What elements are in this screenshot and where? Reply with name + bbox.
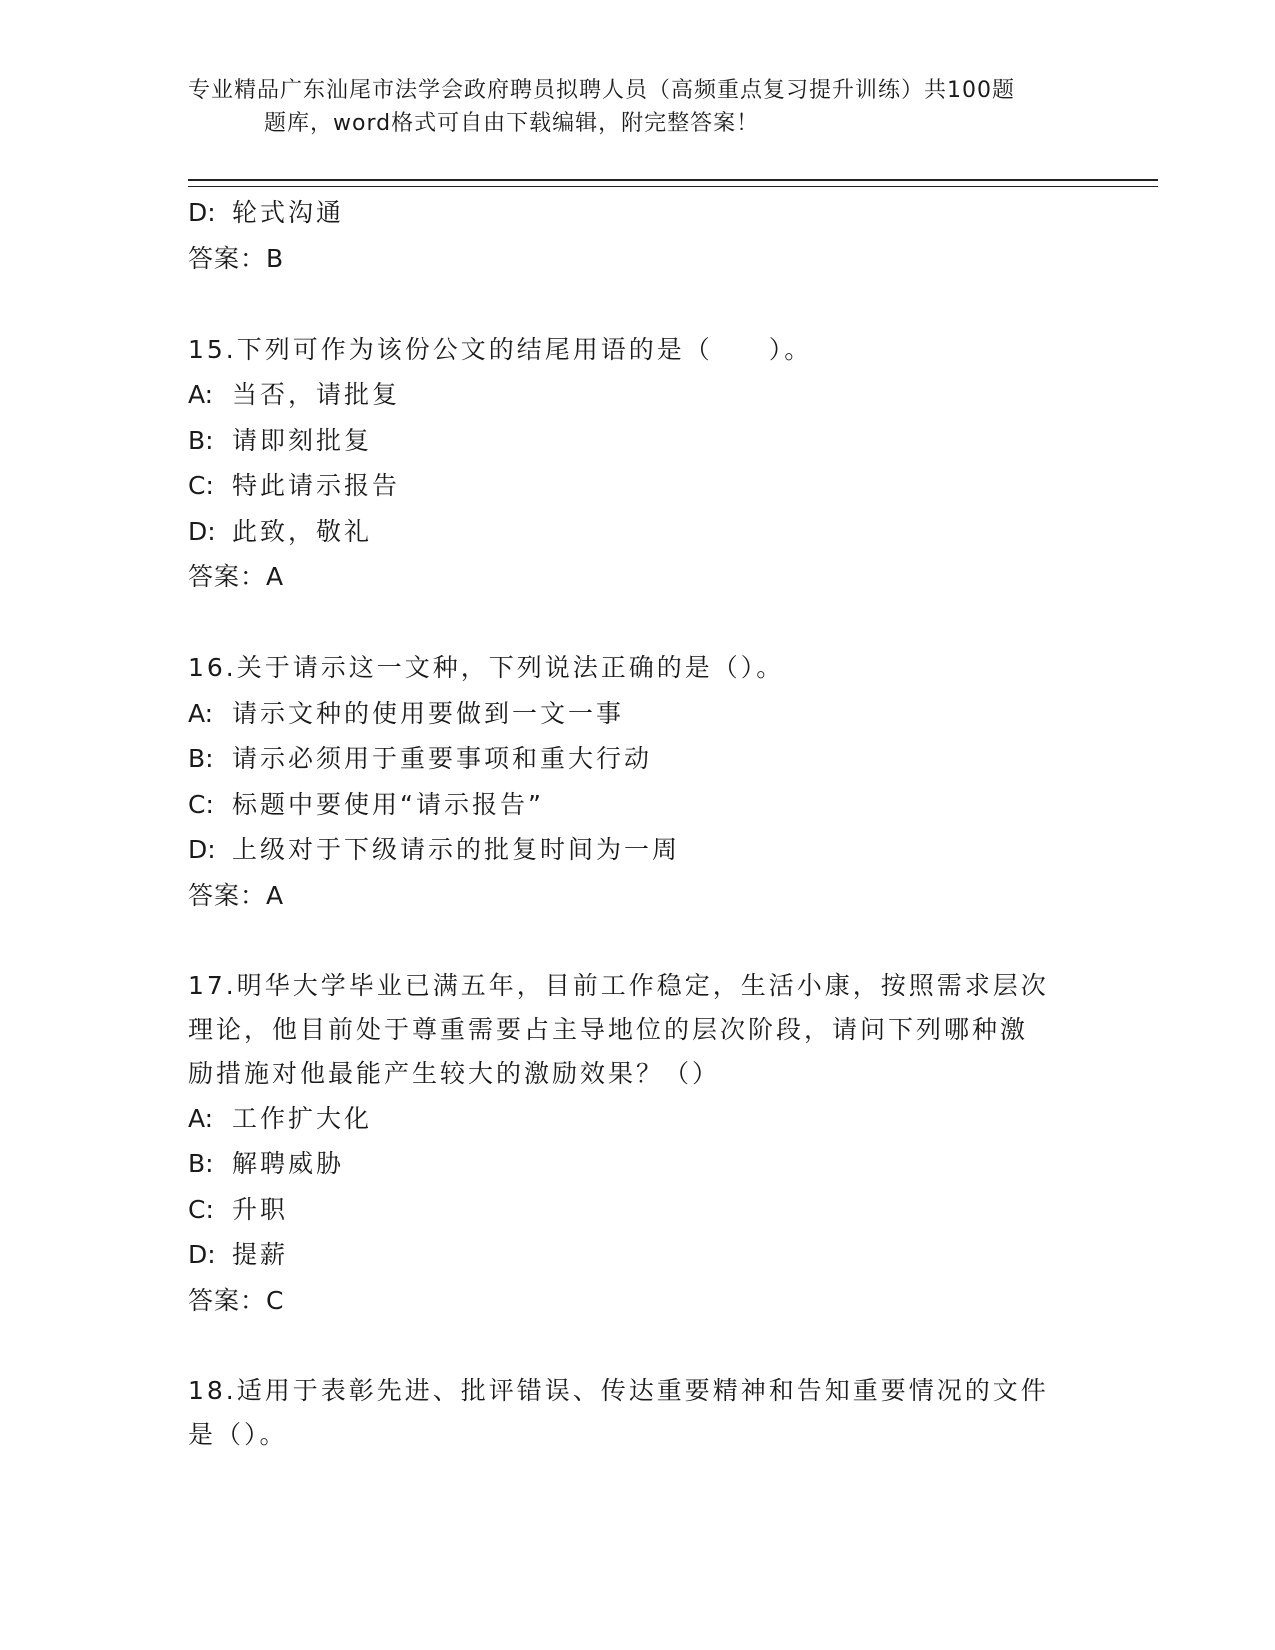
option-key: A: (188, 698, 214, 728)
option-key: B: (188, 1149, 214, 1178)
option-text: 此致，敬礼 (232, 516, 373, 546)
option-text: 轮式沟通 (232, 198, 345, 227)
option-text: 升职 (232, 1194, 289, 1224)
question-list (188, 190, 1088, 1457)
question-text (188, 964, 1088, 1096)
question-text: 16.关于请示这一文种，下列说法正确的是（）。 (188, 653, 785, 682)
header-title-line-1: 专业精品广东汕尾市法学会政府聘员拟聘人员（高频重点复习提升训练）共100题 (188, 78, 1015, 103)
option-text: 标题中要使用“请示报告” (232, 789, 544, 819)
option-text: 请即刻批复 (232, 425, 373, 455)
option-key: C: (188, 789, 214, 819)
answer-line: 答案：A (188, 880, 285, 910)
answer-line: 答案：C (188, 1285, 285, 1315)
option-d (188, 827, 1088, 873)
option-text: 提薪 (232, 1240, 289, 1269)
question-text-line: 理论，他目前处于尊重需要占主导地位的层次阶段，请问下列哪种激 (188, 1014, 1029, 1044)
option-key: B: (188, 425, 214, 455)
option-a (188, 372, 1088, 418)
option-key: C: (188, 471, 214, 500)
question-14-continuation (188, 190, 1088, 281)
option-key: D: (188, 198, 216, 227)
option-key: D: (188, 1240, 216, 1269)
option-text: 当否，请批复 (232, 380, 401, 409)
page-header (188, 74, 1088, 140)
spacer (188, 1323, 1088, 1369)
question-text-line: 18.适用于表彰先进、批评错误、传达重要精神和告知重要情况的文件 (188, 1375, 1049, 1405)
option-d (188, 190, 1088, 236)
option-key: C: (188, 1194, 214, 1224)
option-key: D: (188, 516, 216, 546)
answer-line: 答案：A (188, 562, 285, 591)
header-title-line-2: 题库，word格式可自由下载编辑，附完整答案！ (264, 111, 760, 136)
question-16 (188, 645, 1088, 918)
option-b (188, 1141, 1088, 1187)
question-15 (188, 327, 1088, 600)
spacer (188, 600, 1088, 646)
option-d (188, 1232, 1088, 1278)
option-text: 特此请示报告 (232, 471, 401, 500)
question-text: 15.下列可作为该份公文的结尾用语的是（ ）。 (188, 334, 813, 364)
question-text-line: 励措施对他最能产生较大的激励效果？（） (188, 1058, 721, 1088)
option-text: 请示文种的使用要做到一文一事 (232, 698, 625, 728)
question-18 (188, 1369, 1088, 1457)
option-a (188, 691, 1088, 737)
option-b (188, 418, 1088, 464)
option-d (188, 509, 1088, 555)
question-text (188, 1369, 1088, 1457)
header-divider (188, 179, 1158, 187)
option-key: D: (188, 835, 216, 864)
option-text: 解聘威胁 (232, 1149, 345, 1178)
option-text: 工作扩大化 (232, 1103, 373, 1133)
question-text-line: 17.明华大学毕业已满五年，目前工作稳定，生活小康，按照需求层次 (188, 970, 1049, 1000)
spacer (188, 918, 1088, 964)
option-text: 上级对于下级请示的批复时间为一周 (232, 835, 681, 864)
question-17 (188, 964, 1088, 1324)
option-text: 请示必须用于重要事项和重大行动 (232, 744, 653, 773)
question-text-line: 是（）。 (188, 1419, 288, 1449)
option-key: A: (188, 380, 214, 409)
option-c (188, 782, 1088, 828)
option-c (188, 463, 1088, 509)
option-c (188, 1187, 1088, 1233)
spacer (188, 281, 1088, 327)
option-b (188, 736, 1088, 782)
option-key: B: (188, 744, 214, 773)
answer-line: 答案：B (188, 243, 285, 273)
option-a (188, 1096, 1088, 1142)
option-key: A: (188, 1103, 214, 1133)
